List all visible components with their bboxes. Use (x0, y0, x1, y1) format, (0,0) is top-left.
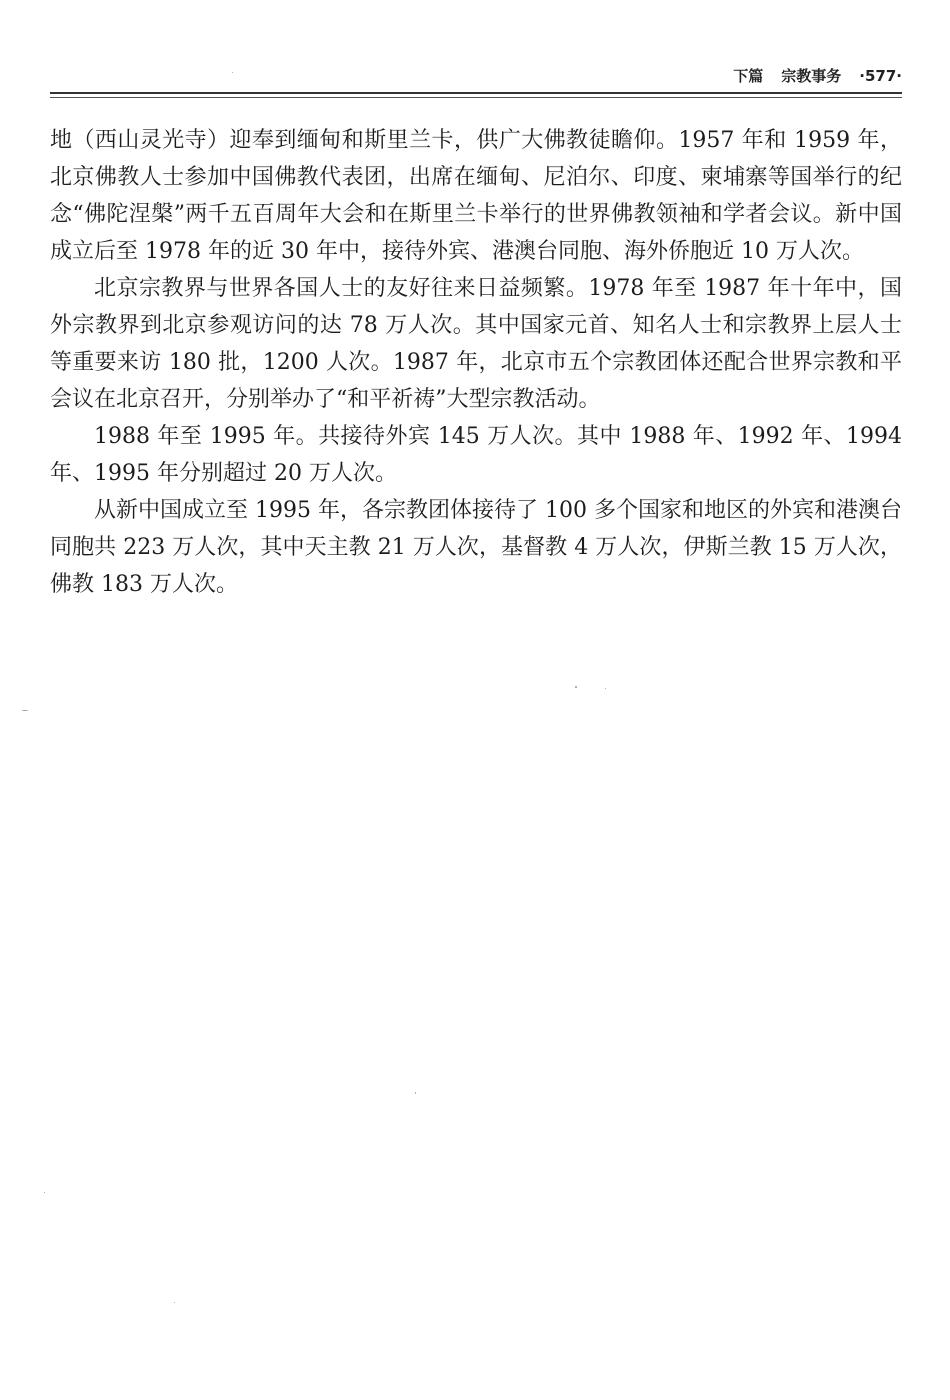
paragraph-3: 1988 年至 1995 年。共接待外宾 145 万人次。其中 1988 年、1992 年、1994 年、1995 年分别超过 20 万人次。 (50, 424, 902, 486)
scan-speck (415, 1092, 416, 1094)
scan-speck (22, 710, 28, 711)
header-rule-thick (50, 92, 902, 94)
scan-speck (605, 688, 606, 689)
running-header (50, 62, 902, 90)
scan-speck (575, 686, 577, 688)
scan-speck (44, 1192, 45, 1193)
paragraph-1: 地（西山灵光寺）迎奉到缅甸和斯里兰卡，供广大佛教徒瞻仰。1957 年和 1959 年，北京佛教人士参加中国佛教代表团，出席在缅甸、尼泊尔、印度、柬埔寨等国举行的纪念“佛陀涅槃”两千五百周年大会和在斯里兰卡举行的世界佛教领袖和学者会议。新中国成立后至 1978 年的近 30 年中，接待外宾、港澳台同胞、海外侨胞近 10 万人次。 (50, 128, 902, 264)
body-text (50, 122, 902, 603)
page-number: ·577· (859, 67, 902, 85)
header-chapter: 宗教事务 (781, 67, 842, 85)
paragraph-2: 北京宗教界与世界各国人士的友好往来日益频繁。1978 年至 1987 年十年中，国外宗教界到北京参观访问的达 78 万人次。其中国家元首、知名人士和宗教界上层人士等重要来访 180 批，1200 人次。1987 年，北京市五个宗教团体还配合世界宗教和平会议在北京召开，分别举办了“和平祈祷”大型宗教活动。 (50, 276, 902, 412)
scan-speck (232, 72, 233, 73)
header-rule-thin (50, 97, 902, 98)
header-section: 下篇 (733, 67, 764, 85)
paragraph-4: 从新中国成立至 1995 年，各宗教团体接待了 100 多个国家和地区的外宾和港澳台同胞共 223 万人次，其中天主教 21 万人次，基督教 4 万人次，伊斯兰教 15 万人次，佛教 183 万人次。 (50, 498, 902, 597)
scan-speck (174, 1302, 175, 1303)
